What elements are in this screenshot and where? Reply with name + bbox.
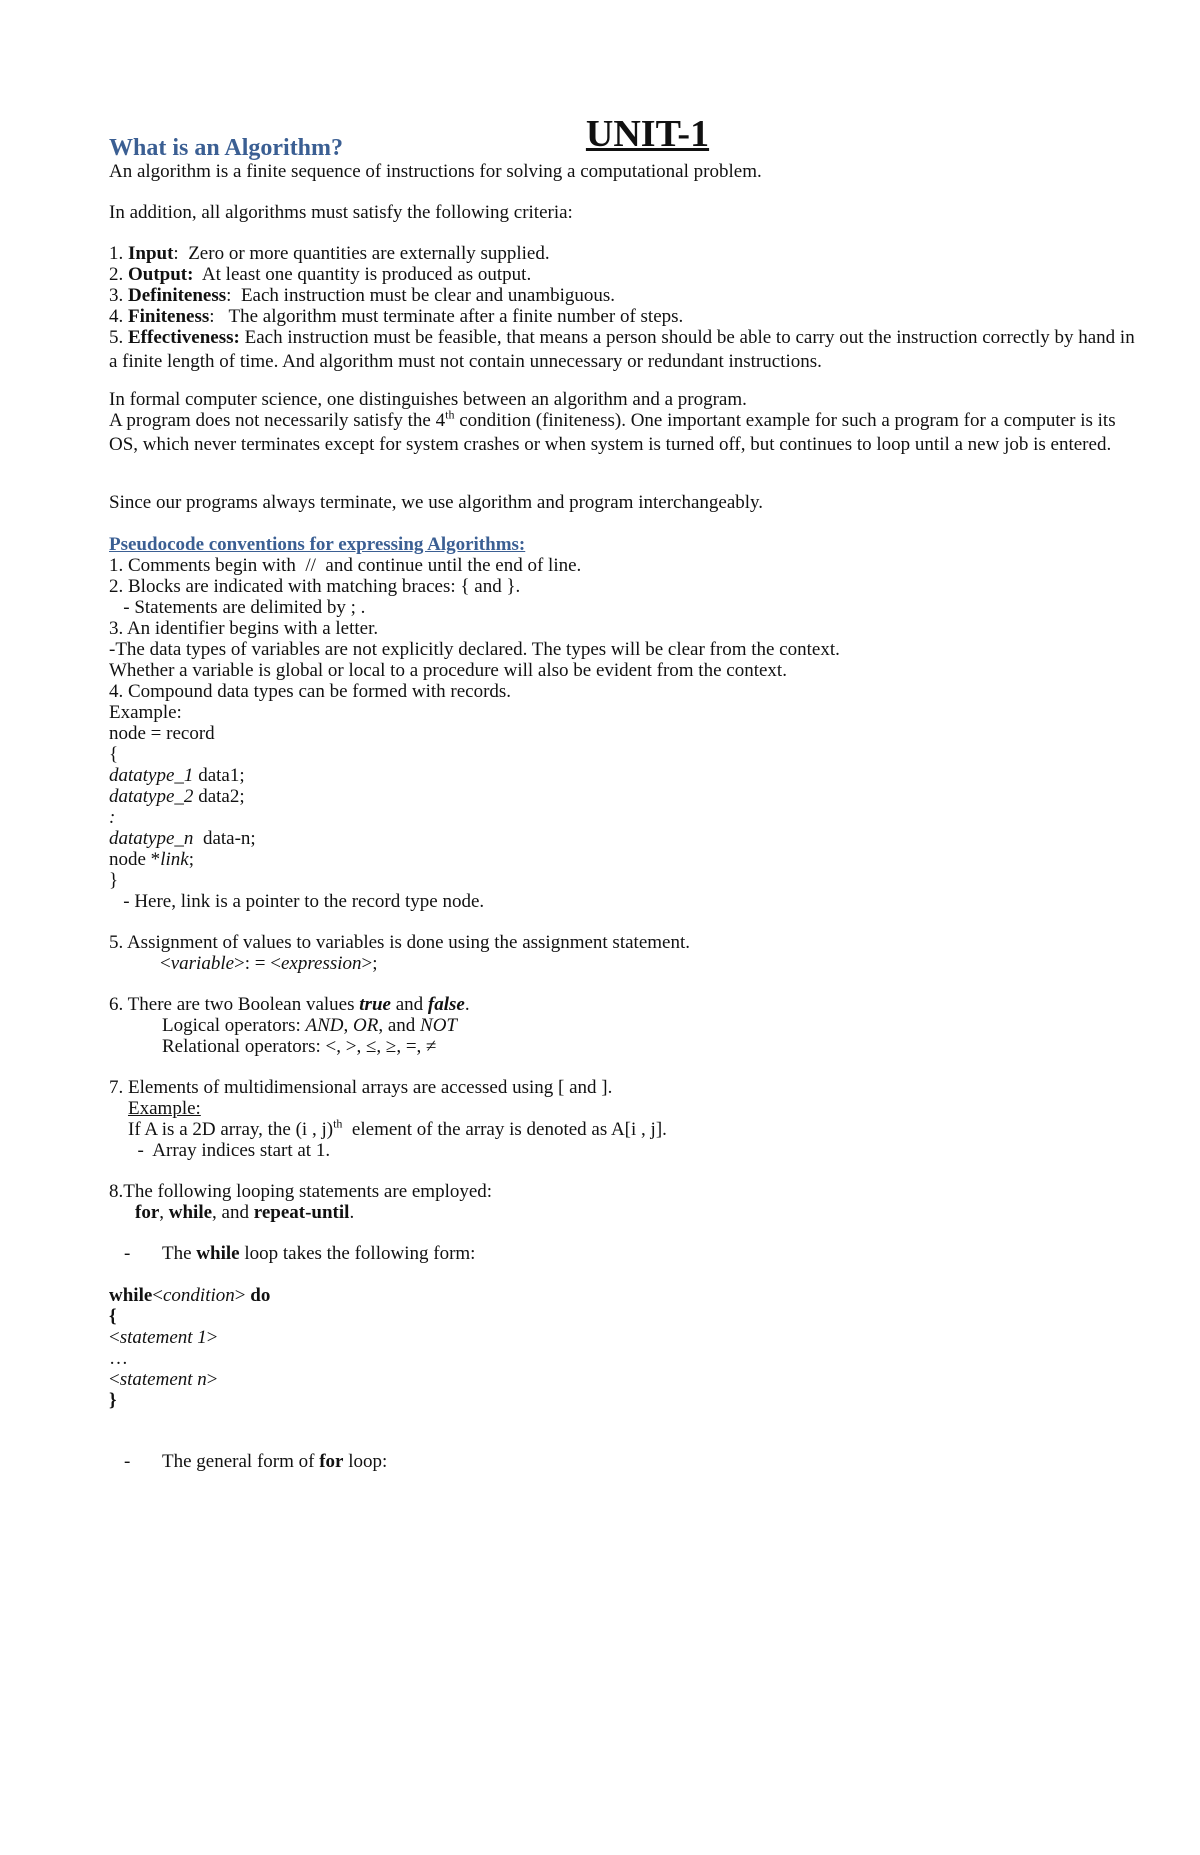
section-heading-algorithm: What is an Algorithm? — [109, 135, 344, 161]
while-intro: The while loop takes the following form: — [162, 1243, 476, 1264]
convention-7-example-label: Example: — [128, 1098, 201, 1119]
while-statement-1: <statement 1> — [109, 1327, 218, 1348]
record-link-field: node *link; — [109, 849, 194, 870]
page-title: UNIT-1 — [585, 113, 710, 155]
criterion-4: 4. Finiteness: The algorithm must terminate after a finite number of steps. — [109, 306, 684, 327]
while-open-brace: { — [109, 1306, 117, 1327]
definition-text: An algorithm is a finite sequence of instructions for solving a computational problem. — [109, 161, 762, 182]
array-index-note: - Array indices start at 1. — [128, 1140, 331, 1161]
criterion-3: 3. Definiteness: Each instruction must be clear and unambiguous. — [109, 285, 616, 306]
criterion-5: 5. Effectiveness: Each instruction must be feasible, that means a person should be able to carry out the instruction correctly by hand in a finite length of time. And algorithm must not contain unnecessary or redundant instructions. — [109, 327, 1135, 372]
while-close-brace: } — [109, 1390, 117, 1411]
convention-5: 5. Assignment of values to variables is done using the assignment statement. — [109, 932, 690, 953]
formal-paragraph-1: In formal computer science, one distinguishes between an algorithm and a program. — [109, 389, 747, 410]
convention-8: 8.The following looping statements are employed: — [109, 1181, 493, 1202]
since-paragraph: Since our programs always terminate, we use algorithm and program interchangeably. — [109, 492, 764, 513]
criterion-2: 2. Output: At least one quantity is produced as output. — [109, 264, 532, 285]
convention-3-note-1: -The data types of variables are not explicitly declared. The types will be clear from the context. — [109, 639, 840, 660]
while-ellipsis: … — [109, 1348, 128, 1369]
convention-3: 3. An identifier begins with a letter. — [109, 618, 379, 639]
logical-operators: Logical operators: AND, OR, and NOT — [162, 1015, 457, 1036]
convention-7: 7. Elements of multidimensional arrays are accessed using [ and ]. — [109, 1077, 613, 1098]
convention-4-example-label: Example: — [109, 702, 182, 723]
assignment-syntax: <variable>: = <expression>; — [160, 953, 378, 974]
record-line-1: node = record — [109, 723, 215, 744]
convention-2-note: - Statements are delimited by ; . — [109, 597, 366, 618]
record-close-brace: } — [109, 870, 119, 891]
while-statement-n: <statement n> — [109, 1369, 218, 1390]
record-open-brace: { — [109, 744, 119, 765]
while-bullet: - — [124, 1243, 131, 1264]
convention-3-note-2: Whether a variable is global or local to a procedure will also be evident from the context. — [109, 660, 787, 681]
formal-paragraph-2: A program does not necessarily satisfy the 4th condition (finiteness). One important example for such a program for a computer is its OS, which never terminates except for system crashes or when system is turned off, but continues to loop until a new job is entered. — [109, 407, 1116, 455]
array-example: If A is a 2D array, the (i , j)$^{th}$ element of the array is denoted as A[i , j]. — [128, 1116, 667, 1140]
criteria-intro: In addition, all algorithms must satisfy the following criteria: — [109, 202, 573, 223]
record-field-1: datatype_1 data1; — [109, 765, 245, 786]
for-bullet: - — [124, 1451, 131, 1472]
pseudocode-heading: Pseudocode conventions for expressing Algorithms: — [109, 534, 526, 555]
convention-1: 1. Comments begin with // and continue until the end of line. — [109, 555, 582, 576]
for-intro: The general form of for loop: — [162, 1451, 388, 1472]
convention-4: 4. Compound data types can be formed with records. — [109, 681, 512, 702]
convention-6: 6. There are two Boolean values true and false. — [109, 994, 470, 1015]
record-note: - Here, link is a pointer to the record type node. — [109, 891, 485, 912]
criterion-1: 1. Input: Zero or more quantities are externally supplied. — [109, 243, 550, 264]
record-field-2: datatype_2 data2; — [109, 786, 245, 807]
looping-keywords: for, while, and repeat-until. — [135, 1202, 355, 1223]
record-field-n: datatype_n data-n; — [109, 828, 256, 849]
convention-2: 2. Blocks are indicated with matching braces: { and }. — [109, 576, 521, 597]
relational-operators: Relational operators: <, >, ≤, ≥, =, ≠ — [162, 1036, 437, 1057]
record-ellipsis: : — [109, 807, 116, 828]
while-syntax-line-1: while<condition> do — [109, 1285, 271, 1306]
